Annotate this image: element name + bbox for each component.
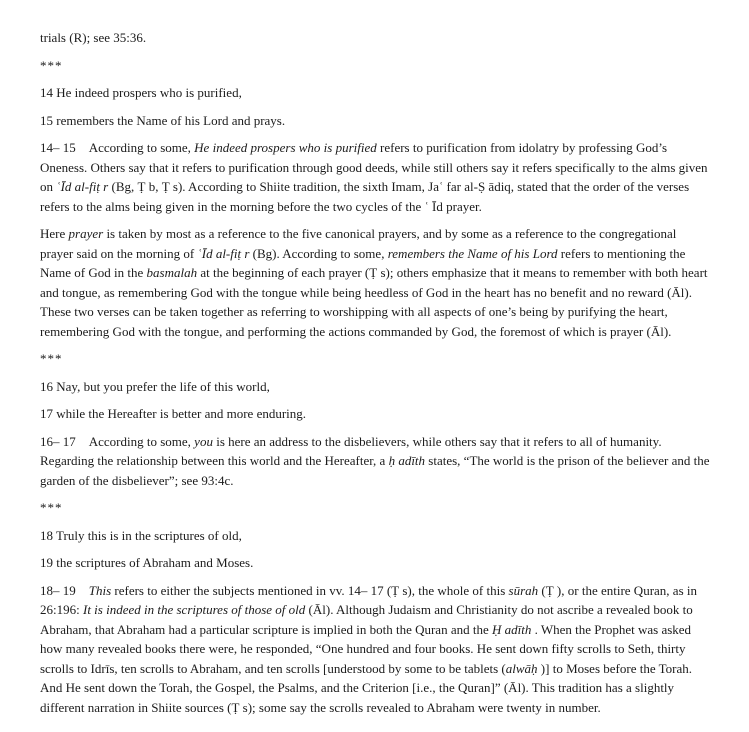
italic-run: alwāḥ: [505, 660, 538, 676]
text-run: (Āl). Although Judaism and Christianity do not ascribe a revealed book to Abraham, that Abraham had a particular scripture is implied in both the Quran and the: [40, 602, 693, 637]
italic-run: basmalah: [146, 265, 198, 280]
italic-run: ʿĪd al-fiṭ r: [197, 245, 250, 261]
text-run: . When the Prophet was asked how many revealed books there were, he responded, “One hundred and four books. He sent down fifty scrolls to Seth, thirty scrolls to Idrīs, ten scrolls to Abraham, and ten scrolls [understood by some to be tablets (: [40, 621, 692, 676]
text-run: is taken by most as a reference to the five canonical prayers, and by some as a reference to the congregational prayer said on the morning of: [40, 226, 677, 261]
verse-line: [40, 553, 712, 573]
text-run: 14 He indeed prospers who is purified,: [40, 85, 242, 100]
italic-run: ḥ adīth: [388, 453, 426, 468]
text-run: refers to purification from idolatry by professing God’s Oneness. Others say that it refers to purification through good deeds, while still others say it refers specifically to the alms given on: [40, 140, 708, 194]
italic-run: Ḥ adīth: [491, 621, 532, 637]
commentary-paragraph: [40, 224, 712, 341]
section-separator: [40, 56, 712, 76]
italic-run: sūrah: [508, 582, 539, 598]
italic-run: prayer: [68, 226, 104, 241]
verse-line: [40, 83, 712, 103]
text-run: 18– 19: [40, 582, 89, 598]
text-run: ***: [40, 500, 63, 515]
text-run: states, “The world is the prison of the believer and the garden of the disbeliever”; see 93:4c.: [40, 453, 710, 488]
text-run: )] to Moses before the Torah. And He sent down the Torah, the Gospel, the Psalms, and the Criterion [i.e., the Quran]” (Āl). This tradition has a slightly different narration in Shiite sources (Ṭ s); some say the scrolls revealed to Abraham were twenty in number.: [40, 660, 692, 715]
text-run: is here an address to the disbelievers, while others say that it refers to all of humanity. Regarding the relationship between this world and the Hereafter, a: [40, 433, 662, 468]
commentary-paragraph: [40, 581, 712, 718]
italic-run: It is indeed in the scriptures of those of old: [82, 602, 306, 617]
text-run: 14– 15 According to some,: [40, 140, 195, 155]
text-run: ***: [40, 57, 63, 73]
text-run: 16– 17 According to some,: [40, 433, 195, 449]
italic-run: He indeed prospers who is purified: [194, 140, 377, 155]
text-run: refers to mentioning the Name of God in the: [40, 245, 686, 280]
verse-line: [40, 404, 712, 424]
text-run: 16 Nay, but you prefer the life of this world,: [40, 378, 270, 394]
text-run: refers to either the subjects mentioned in vv. 14– 17 (Ṭ s), the whole of this: [111, 582, 509, 598]
verse-line: [40, 526, 712, 546]
commentary-paragraph: [40, 432, 712, 491]
commentary-paragraph: [40, 28, 712, 48]
text-run: ***: [40, 351, 63, 366]
text-run: Here: [40, 226, 69, 241]
italic-run: ʿĪd al-fiṭ r: [56, 179, 109, 194]
text-run: at the beginning of each prayer (Ṭ s); others emphasize that it means to remember with both heart and tongue, as remembering God with the tongue while being heedless of God in the heart has no benefit and no reward (Āl). These two verses can be taken together as referring to worshipping with all aspects of one’s being by purifying the heart, remembering God with the tongue, and performing the actions commanded by God, the foremost of which is prayer (Āl).: [40, 265, 708, 339]
text-run: 15 remembers the Name of his Lord and prays.: [40, 112, 286, 128]
text-run: 18 Truly this is in the scriptures of old,: [40, 527, 242, 543]
section-separator: [40, 349, 712, 369]
italic-run: This: [88, 582, 112, 598]
section-separator: [40, 498, 712, 518]
text-run: (Bg, Ṭ b, Ṭ s). According to Shiite tradition, the sixth Imam, Jaʿ far al-Ṣ ādiq, stated that the order of the verses refers to the alms being given in the morning before the two cycles of the ʿ Īd prayer.: [40, 179, 690, 214]
verse-line: [40, 377, 712, 397]
document-body: [40, 28, 712, 717]
text-run: trials (R); see 35:36.: [40, 30, 147, 45]
text-run: (Ṭ ), or the entire Quran, as in 26:196:: [40, 582, 697, 617]
italic-run: you: [194, 433, 213, 449]
commentary-paragraph: [40, 138, 712, 216]
text-run: 17 while the Hereafter is better and more enduring.: [40, 406, 307, 421]
italic-run: remembers the Name of his Lord: [387, 245, 558, 261]
text-run: 19 the scriptures of Abraham and Moses.: [40, 555, 254, 570]
verse-line: [40, 111, 712, 131]
text-run: (Bg). According to some,: [249, 245, 388, 261]
